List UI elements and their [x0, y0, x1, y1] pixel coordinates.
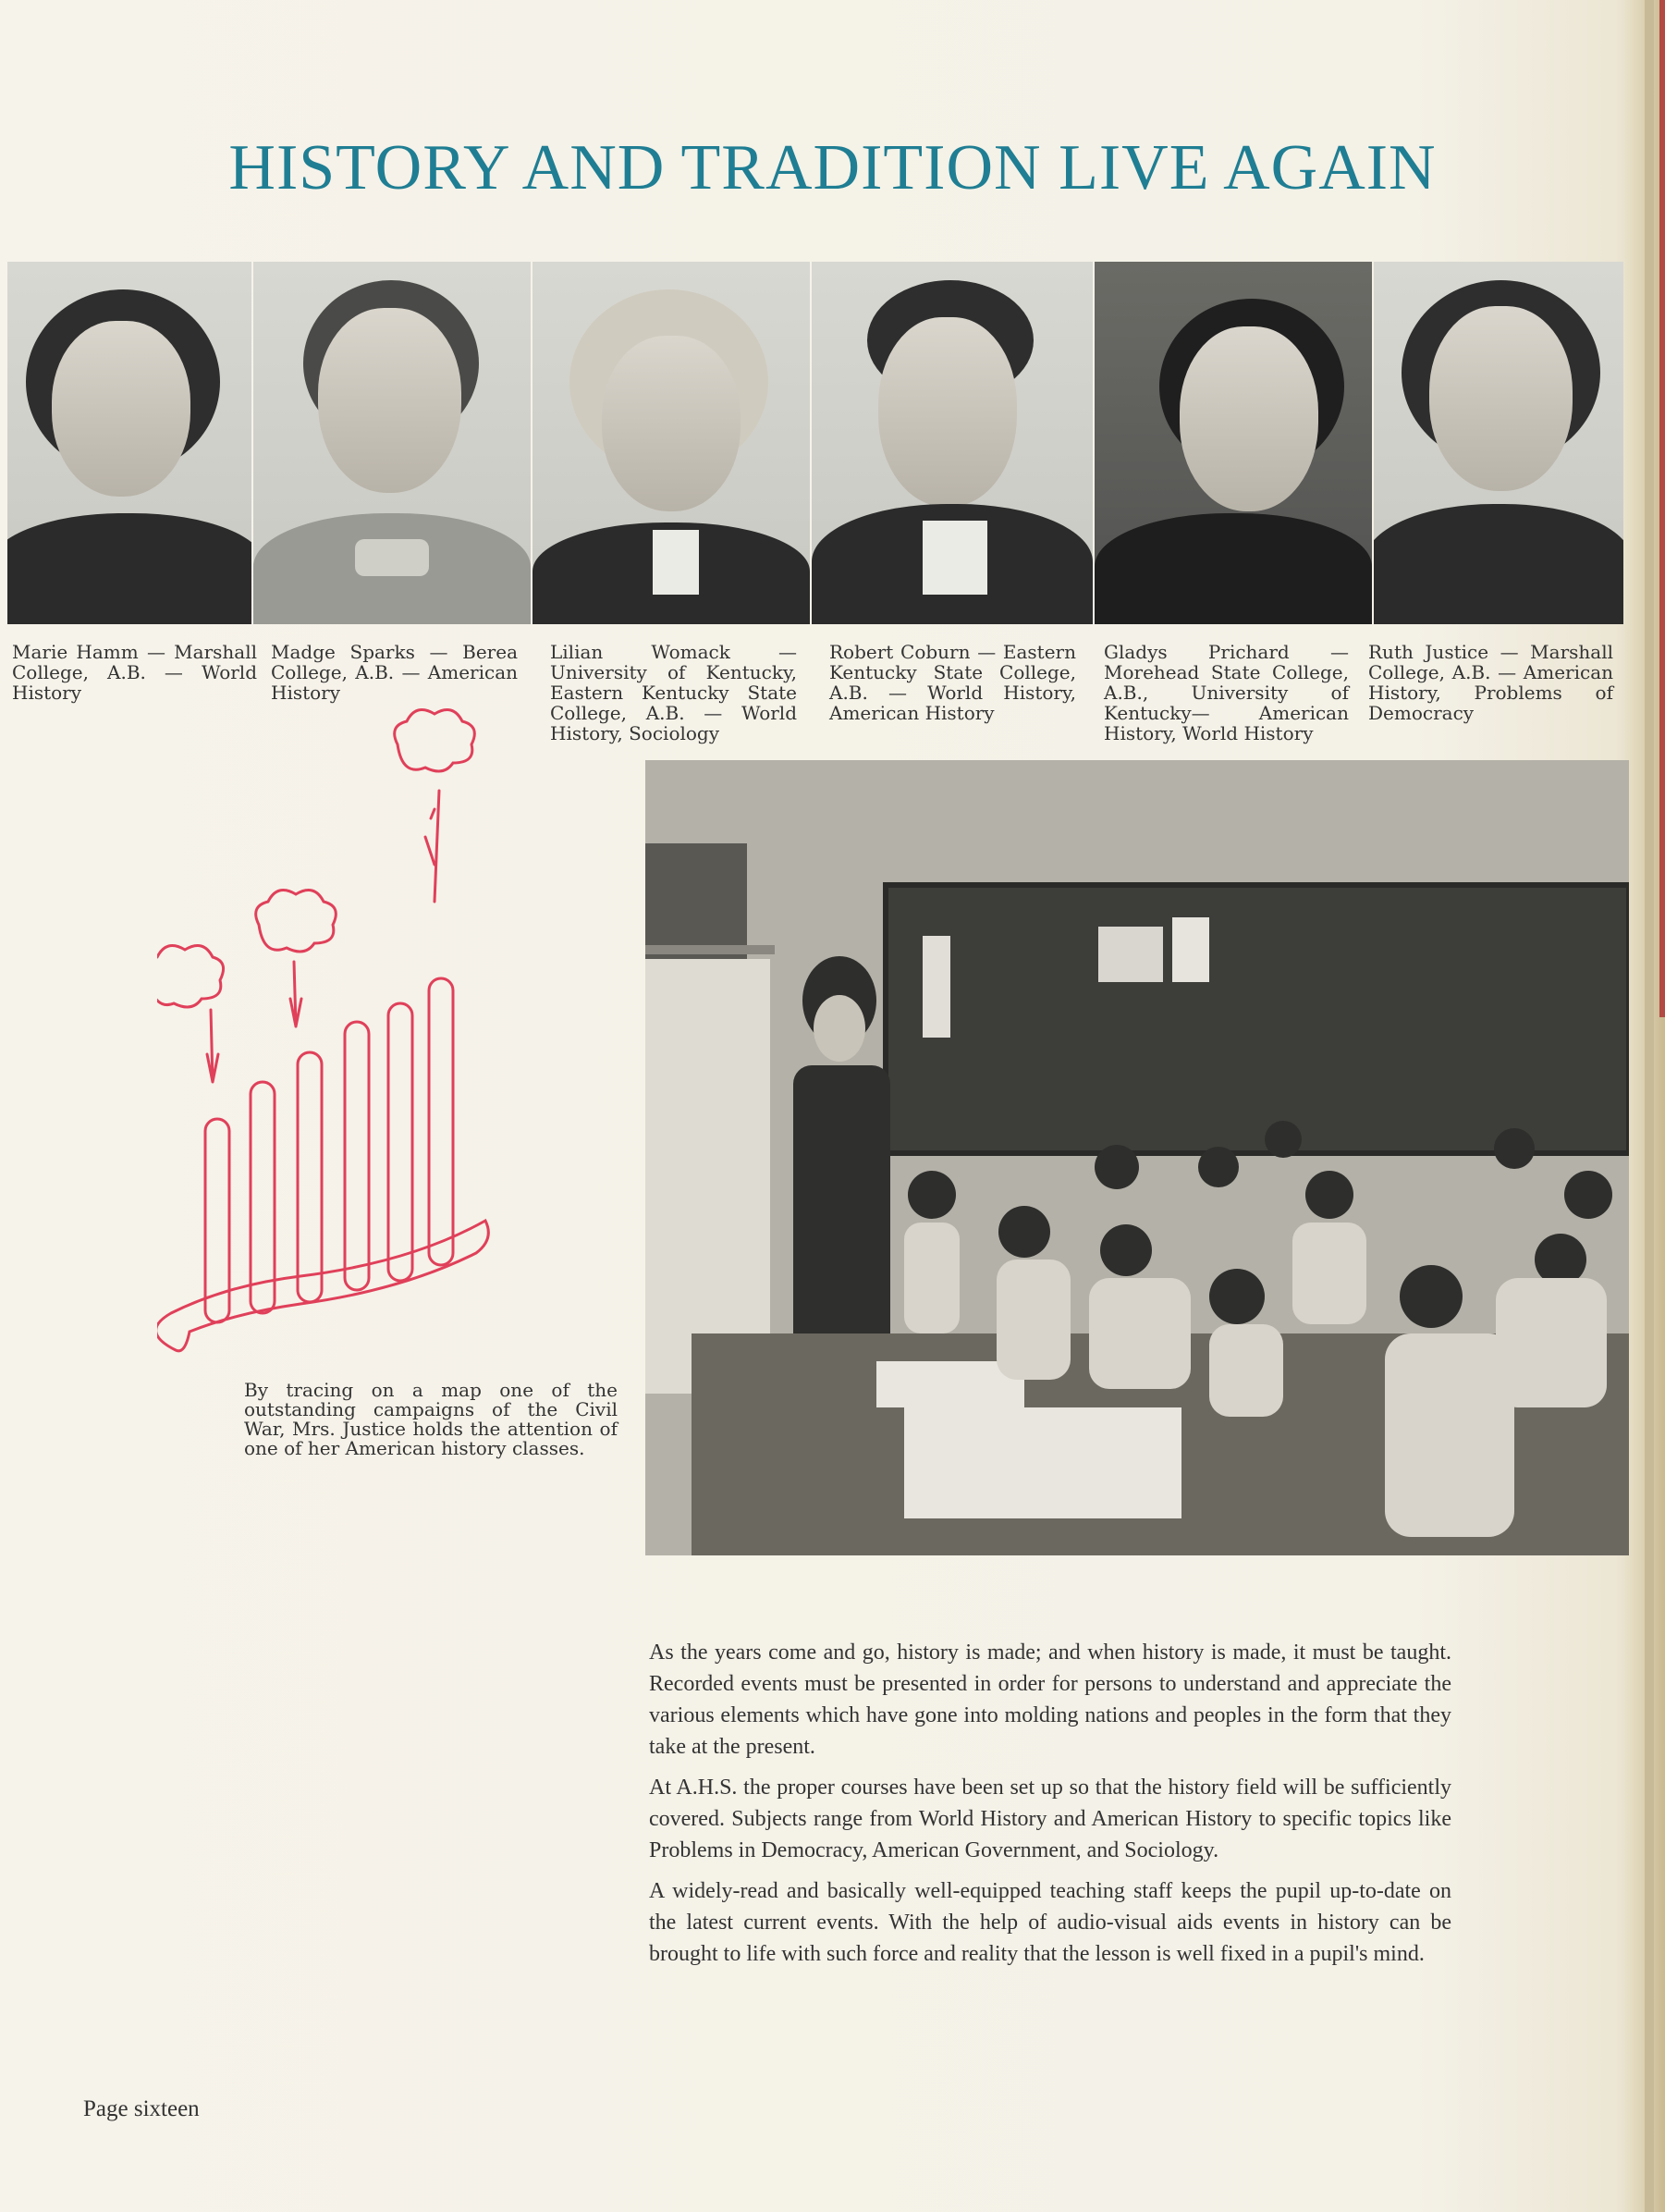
- caption-ruth-justice: Ruth Justice — Marshall College, A.B. — American History, Problems of Democracy: [1368, 641, 1613, 724]
- caption-marie-hamm: Marie Hamm — Marshall College, A.B. — World History: [12, 641, 257, 704]
- portrait-gladys-prichard: [1095, 262, 1372, 624]
- portrait-robert-coburn: [812, 262, 1093, 624]
- portrait-ruth-justice: [1374, 262, 1623, 624]
- classroom-photo: [645, 760, 1629, 1555]
- caption-lilian-womack: Lilian Womack — University of Kentucky, Eastern Kentucky State College, A.B. — World History, Sociology: [550, 641, 797, 744]
- paragraph-2: At A.H.S. the proper courses have been set up so that the history field will be sufficiently covered. Subjects range from World History and American History to specific topics like Problems in Democracy, American Government, and Sociology.: [649, 1776, 1451, 1862]
- caption-madge-sparks: Madge Sparks — Berea College, A.B. — American History: [271, 641, 518, 704]
- article-body: [649, 1637, 1451, 1979]
- portrait-madge-sparks: [253, 262, 531, 624]
- caption-gladys-prichard: Gladys Prichard — Morehead State College, A.B., University of Kentucky— American History, World History: [1104, 641, 1349, 744]
- paragraph-1: As the years come and go, history is made; and when history is made, it must be taught. Recorded events must be presented in order for persons to understand and appreciate the various elements which have gone into molding nations and peoples in the form that they take at the present.: [649, 1641, 1451, 1759]
- binding-strip: [1645, 0, 1654, 2212]
- photo-caption: By tracing on a map one of the outstanding campaigns of the Civil War, Mrs. Justice holds the attention of one of her American history classes.: [244, 1379, 618, 1459]
- portrait-marie-hamm: [7, 262, 251, 624]
- caption-robert-coburn: Robert Coburn — Eastern Kentucky State College, A.B. — World History, American History: [829, 641, 1076, 724]
- pipes-cartoon-illustration: [157, 703, 527, 1387]
- paragraph-3: A widely-read and basically well-equipped teaching staff keeps the pupil up-to-date on the latest current events. With the help of audio-visual aids events in history can be brought to life with such force and reality that the lesson is well fixed in a pupil's mind.: [649, 1879, 1451, 1966]
- portrait-lilian-womack: [533, 262, 810, 624]
- page-number: Page sixteen: [83, 2096, 200, 2121]
- page-title: HISTORY AND TRADITION LIVE AGAIN: [228, 132, 1437, 203]
